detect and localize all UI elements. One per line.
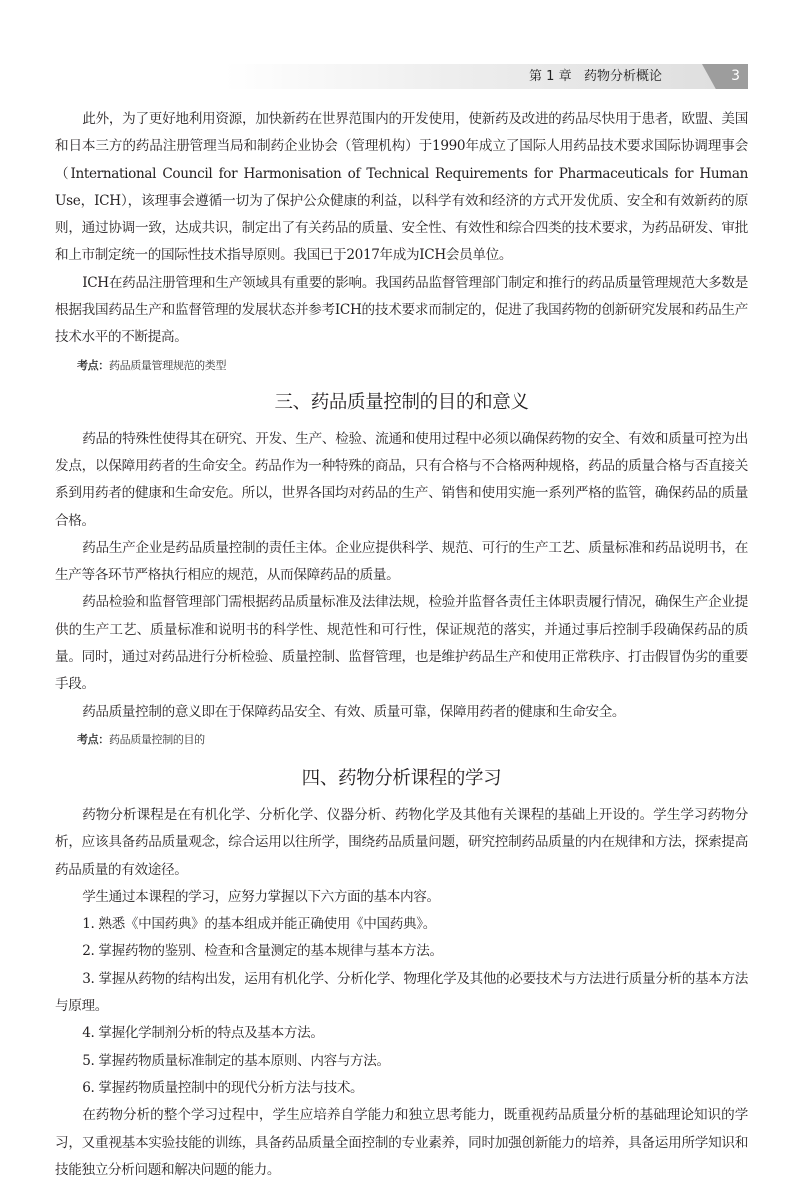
intro-paragraph-2: ICH在药品注册管理和生产领域具有重要的影响。我国药品监督管理部门制定和推行的药品质量管理规范大多数是根据我国药品生产和监督管理的发展状态并参考ICH的技术要求而制定的，促进了我国药物的创新研究发展和药品生产技术水平的不断提高。	[55, 274, 748, 346]
intro-paragraph-1: 此外，为了更好地利用资源，加快新药在世界范围内的开发使用，使新药及改进的药品尽快用于患者，欧盟、美国和日本三方的药品注册管理当局和制药企业协会（管理机构）于1990年成立了国际人用药品技术要求国际协调理事会（International Council for Harmonisation of Technical Requirements for Pharmaceuticals for Human Use，ICH），该理事会遵循一切为了保护公众健康的利益，以科学有效和经济的方式开发优质、安全和有效新药的原则，通过协调一致，达成共识，制定出了有关药品的质量、安全性、有效性和综合四类的技术要求，为药品研发、审批和上市制定统一的国际性技术指导原则。我国已于2017年成为ICH会员单位。	[55, 111, 748, 264]
list-item: 3. 掌握从药物的结构出发，运用有机化学、分析化学、物理化学及其他的必要技术与方法进行质量分析的基本方法与原理。	[55, 970, 748, 1015]
running-header	[0, 64, 748, 89]
section3-paragraph-4: 药品质量控制的意义即在于保障药品安全、有效、质量可靠，保障用药者的健康和生命安全。	[82, 703, 626, 720]
list-item: 5. 掌握药物质量标准制定的基本原则、内容与方法。	[82, 1052, 390, 1069]
exam-point-note	[55, 726, 748, 754]
exam-point-text: 药品质量控制的目的	[108, 732, 205, 746]
section-heading-4: 四、药物分析课程的学习	[301, 767, 502, 789]
list-item: 6. 掌握药物质量控制中的现代分析方法与技术。	[82, 1079, 364, 1096]
chapter-title: 药物分析概论	[583, 69, 662, 84]
exam-point-label: 考点：	[77, 358, 109, 372]
section4-paragraph-2: 学生通过本课程的学习，应努力掌握以下六方面的基本内容。	[82, 888, 440, 905]
exam-point-text: 药品质量管理规范的类型	[108, 358, 227, 372]
list-item: 2. 掌握药物的鉴别、检查和含量测定的基本规律与基本方法。	[82, 943, 443, 960]
section3-paragraph-2: 药品生产企业是药品质量控制的责任主体。企业应提供科学、规范、可行的生产工艺、质量标准和药品说明书，在生产等各环节严格执行相应的规范，从而保障药品的质量。	[55, 539, 748, 584]
section4-paragraph-1: 药物分析课程是在有机化学、分析化学、仪器分析、药物化学及其他有关课程的基础上开设的。学生学习药物分析，应该具备药品质量观念，综合运用以往所学，围绕药品质量问题，研究控制药品质量的内在规律和方法，探索提高药品质量的有效途径。	[55, 806, 748, 878]
header-title	[529, 67, 662, 86]
list-item: 4. 掌握化学制剂分析的特点及基本方法。	[82, 1025, 324, 1042]
list-item: 1. 熟悉《中国药典》的基本组成并能正确使用《中国药典》。	[82, 916, 436, 933]
section3-paragraph-1: 药品的特殊性使得其在研究、开发、生产、检验、流通和使用过程中必须以确保药物的安全、有效和质量可控为出发点，以保障用药者的生命安全。药品作为一种特殊的商品，只有合格与不合格两种规格，药品的质量合格与否直接关系到用药者的健康和生命安危。所以，世界各国均对药品的生产、销售和使用实施一系列严格的监管，确保药品的质量合格。	[55, 430, 748, 529]
page-body	[55, 106, 748, 1184]
page-number-tab	[702, 64, 748, 89]
section-heading-3: 三、药品质量控制的目的和意义	[274, 391, 529, 413]
chapter-number: 第 1 章	[529, 69, 572, 84]
exam-point-label: 考点：	[77, 732, 109, 746]
page-number: 3	[731, 68, 740, 84]
section4-paragraph-3: 在药物分析的整个学习过程中，学生应培养自学能力和独立思考能力，既重视药品质量分析的基础理论知识的学习，又重视基本实验技能的训练，具备药品质量全面控制的专业素养，同时加强创新能力的培养，具备运用所学知识和技能独立分析问题和解决问题的能力。	[55, 1107, 748, 1178]
section3-paragraph-3: 药品检验和监督管理部门需根据药品质量标准及法律法规，检验并监督各责任主体职责履行情况，确保生产企业提供的生产工艺、质量标准和说明书的科学性、规范性和可行性，保证规范的落实，并通过事后控制手段确保药品的质量。同时，通过对药品进行分析检验、质量控制、监督管理，也是维护药品生产和使用正常秩序、打击假冒伪劣的重要手段。	[55, 594, 748, 693]
exam-point-note	[55, 352, 748, 380]
